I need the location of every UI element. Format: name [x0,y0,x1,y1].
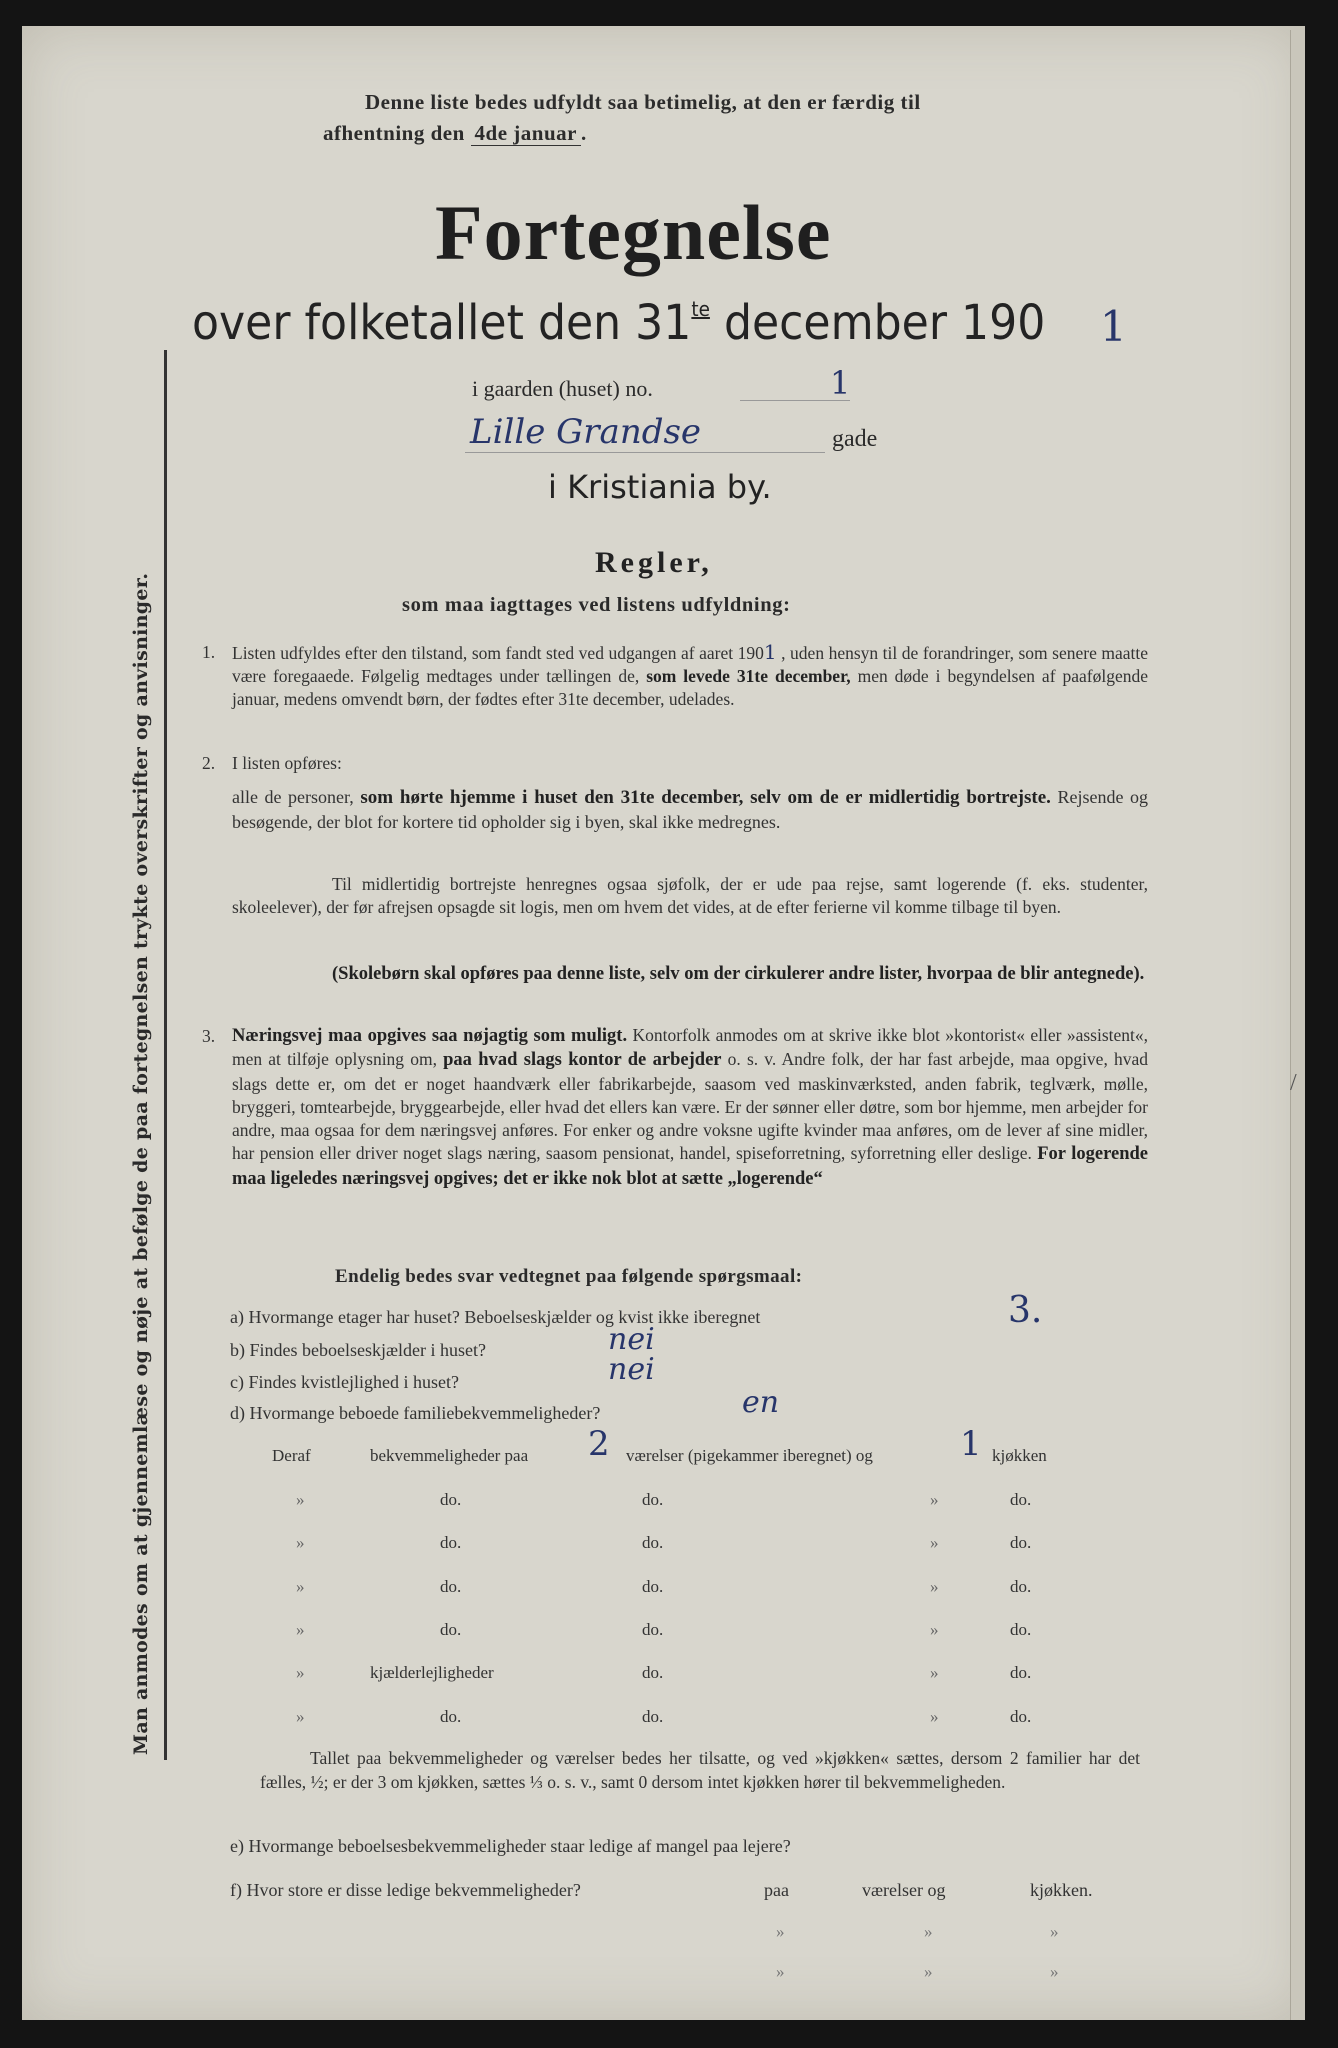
city-line: i Kristiania by. [548,468,772,506]
question-e: e) Hvormange beboelsesbekvemmeligheder staar ledige af mangel paa lejere? [230,1836,791,1856]
notice-date: 4de januar [471,121,581,146]
notice-suffix: . [580,121,587,145]
answer-b: nei [608,1322,655,1357]
question-f: f) Hvor store er disse ledige bekvemmeligheder? [230,1880,581,1900]
year-handwritten: 1 [1100,302,1127,351]
document-title: Fortegnelse [435,189,832,276]
answer-c: nei [608,1352,655,1387]
subtitle-suffix: december 190 [709,295,1046,351]
kjokken-label: kjøkken [992,1446,1047,1465]
kitchen-note: Tallet paa bekvemmeligheder og værelser bedes her tilsatte, og ved »kjøkken« sættes, dersom 2 familier har det fælles, ½; er der 3 om kjøkken, sættes ⅓ o. s. v., samt 0 dersom intet kjøkken hører til bekvemmeligheden. [260,1748,1140,1792]
notice-prefix: afhentning den [323,121,465,145]
answer-d: en [742,1385,780,1420]
street-suffix: gade [832,426,878,452]
rule-2-heading: I listen opføres: [232,753,342,773]
rule-2-text: alle de personer, som hørte hjemme i huset den 31te december, selv om de er midlertidig bortrejste. Rejsende og besøgende, der blot for kortere tid opholder sig i byen, skal ikke medregnes. [232,787,1148,832]
vaerelser-label: værelser (pigekammer iberegnet) og [626,1446,873,1465]
house-no-handwritten: 1 [830,364,851,402]
question-f-kjokken: kjøkken. [1030,1880,1093,1900]
rule-1-year-hand: 1 [763,640,777,664]
rule-3-number: 3. [202,1026,216,1046]
rule-1-number: 1. [202,642,216,662]
rule-2-number: 2. [202,753,216,773]
question-b: b) Findes beboelseskjælder i huset? [230,1340,486,1360]
house-label: i gaarden (huset) no. [472,376,653,401]
subtitle-superscript: te [691,297,710,321]
questions-heading: Endelig bedes svar vedtegnet paa følgende spørgsmaal: [335,1266,803,1287]
side-rule [164,350,167,1760]
rooms-answer: 2 [588,1424,610,1464]
deraf-label: Deraf [272,1446,311,1465]
rule-1-text: Listen udfyldes efter den tilstand, som fandt sted ved udgangen af aaret 1901 , uden hensyn til de forandringer, som senere maatte være foregaaede. Følgelig medtages under tællingen de, som levede 31te december, men døde i begyndelsen af paafølgende januar, medens omvendt børn, der fødtes efter 31te december, udelades. [232,640,1149,709]
paper-edge [1290,30,1305,2020]
rule-2-paragraph-2: Til midlertidig bortrejste henregnes ogsaa sjøfolk, der er ude paa rejse, samt logerende (f. eks. studenter, skoleelever), der før afrejsen opsagde sit logis, men om hvem det vides, at de efter ferierne vil komme tilbage til byen. [232,874,1148,917]
rules-heading: Regler, [595,546,713,579]
street-handwritten: Lille Grandse [470,412,702,452]
document-subtitle [192,295,1045,351]
notice-line-1: Denne liste bedes udfyldt saa betimelig, at den er færdig til [365,90,921,114]
question-f-paa: paa [764,1880,789,1900]
answer-a: 3. [1008,1290,1043,1331]
question-a: a) Hvormange etager har huset? Beboelseskjælder og kvist ikke iberegnet [230,1307,761,1327]
rule-2-paragraph-3: (Skolebørn skal opføres paa denne liste, selv om der cirkulerer andre lister, hvorpaa de blir antegnede). [332,964,1145,984]
notice-line-2 [323,121,587,146]
street-line [465,452,825,453]
subtitle-prefix: over folketallet den 31 [192,295,692,351]
side-note: Man anmodes om at gjennemlæse og nøje at befølge de paa fortegnelsen trykte overskrifter og anvisninger. [130,572,152,1755]
kjaelder-label: kjælderlejligheder [370,1663,494,1682]
question-c: c) Findes kvistlejlighed i huset? [230,1372,459,1392]
question-f-vaerelser: værelser og [862,1880,946,1900]
margin-mark: / [1290,1070,1297,1096]
rules-subheading: som maa iagttages ved listens udfyldning: [402,594,791,616]
rule-3-text: Næringsvej maa opgives saa nøjagtig som muligt. Kontorfolk anmodes om at skrive ikke blot »kontorist« eller »assistent«, men at tilføje oplysning om, paa hvad slags kontor de arbejder o. s. v. Andre folk, der har fast arbejde, maa opgive, hvad slags dette er, om det er noget haandværk eller fabrikarbejde, saasom ved maskinværksted, anden fabrik, teglværk, mølle, bryggeri, tomtearbejde, bryggearbejde, eller hvad det ellers kan være. Er der sønner eller døtre, som bor hjemme, men arbejder for andre, maa ogsaa for dem næringsvej anføres. For enker og andre voksne ugifte kvinder maa anføres, om de lever af sine midler, har pension eller driver noget slags næring, saasom pensionat, handel, spiseforretning, syforretning eller deslige. For logerende maa ligeledes næringsvej opgives; det er ikke nok blot at sætte „logerende“ [232,1025,1149,1189]
kitchen-answer: 1 [960,1424,982,1464]
bekv-label: bekvemmeligheder paa [370,1446,529,1465]
question-d: d) Hvormange beboede familiebekvemmeligheder? [230,1403,601,1423]
